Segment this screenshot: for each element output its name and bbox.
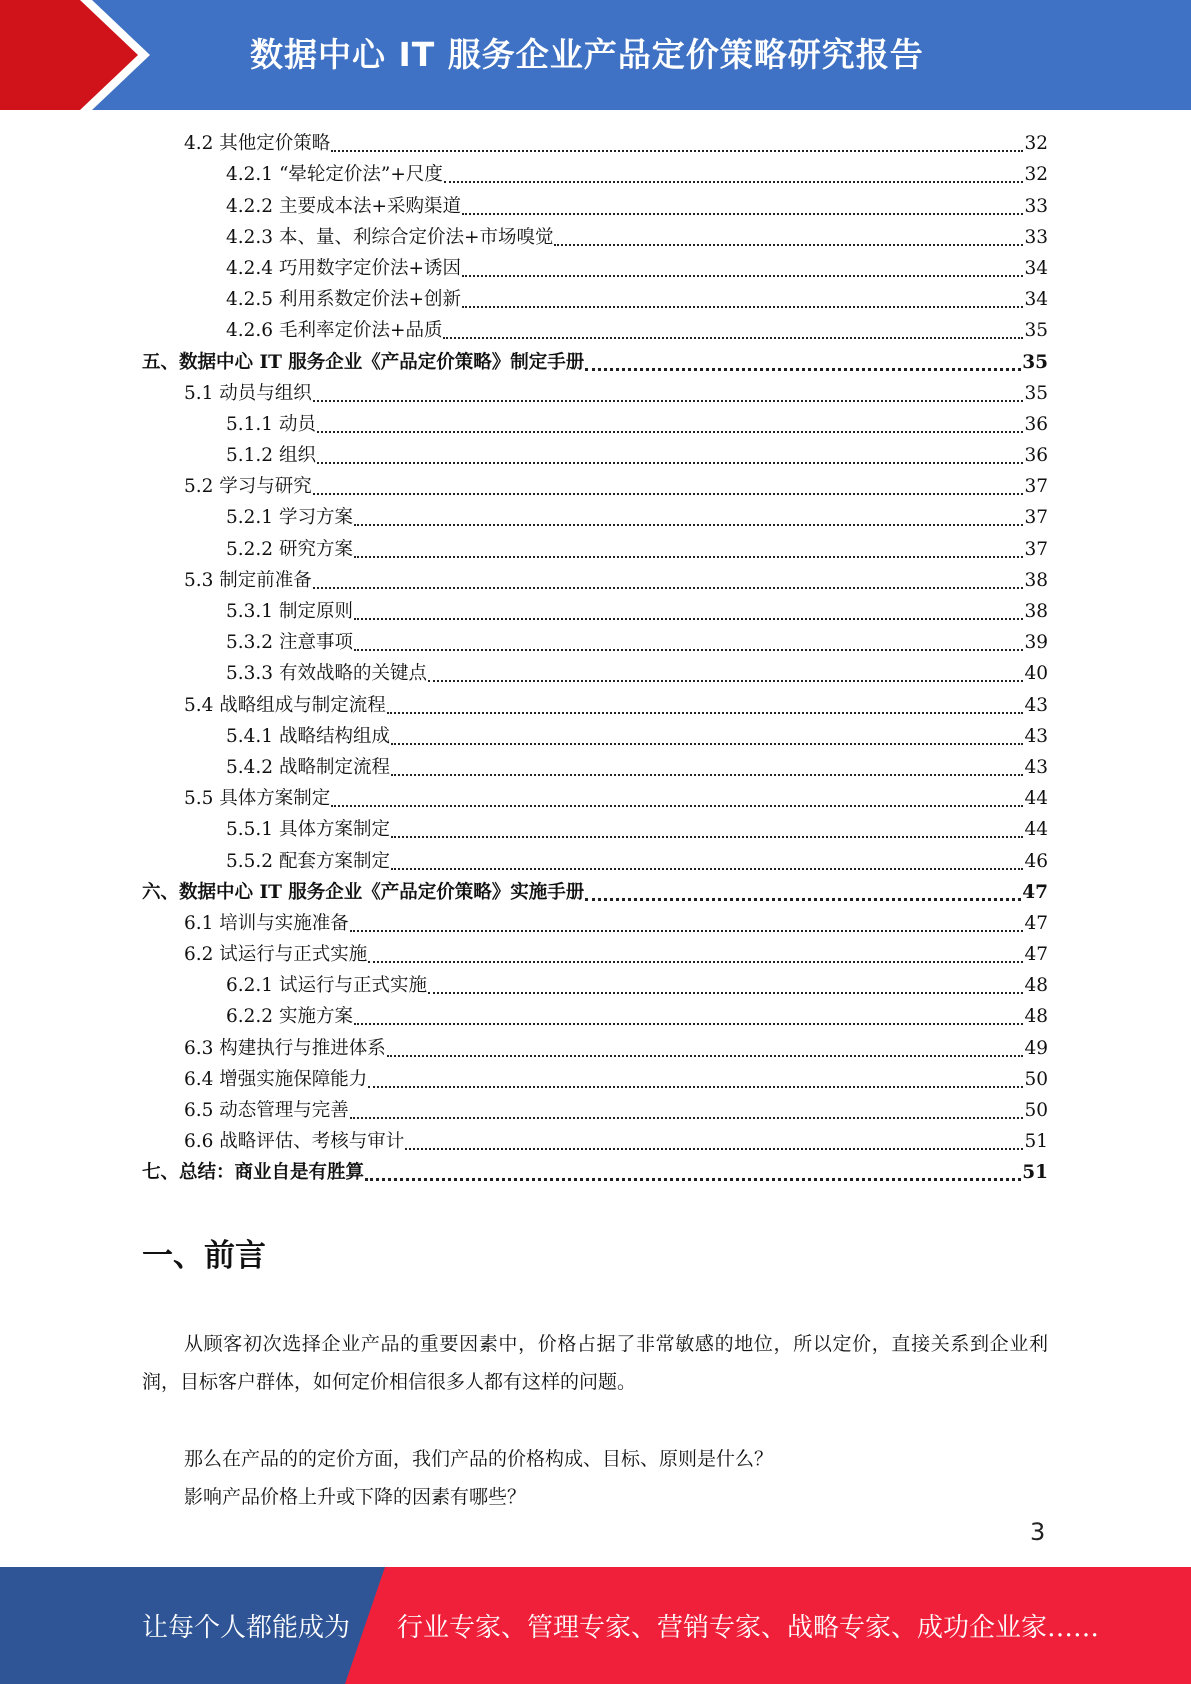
toc-entry-page-number: 38 xyxy=(1024,569,1048,591)
toc-entry-page-number: 47 xyxy=(1024,912,1048,934)
toc-entry-label: 4.2.4 巧用数字定价法+诱因 xyxy=(226,257,461,279)
toc-entry-label: 6.4 增强实施保障能力 xyxy=(184,1068,368,1090)
toc-entry[interactable] xyxy=(142,689,1048,720)
toc-entry-page-number: 37 xyxy=(1024,507,1048,529)
toc-entry-page-number: 32 xyxy=(1024,133,1048,155)
toc-dot-leader xyxy=(462,190,1023,221)
toc-entry[interactable] xyxy=(142,877,1048,908)
toc-entry-label: 5.3.3 有效战略的关键点 xyxy=(226,663,427,685)
footer-slogan-left: 让每个人都能成为 xyxy=(142,1613,351,1643)
toc-entry-label: 4.2.3 本、量、利综合定价法+市场嗅觉 xyxy=(226,226,554,248)
toc-entry-page-number: 34 xyxy=(1024,257,1048,279)
toc-entry-page-number: 43 xyxy=(1024,725,1048,747)
toc-entry[interactable] xyxy=(142,1001,1048,1032)
toc-entry-label: 5.2 学习与研究 xyxy=(184,476,312,498)
toc-entry-label: 4.2 其他定价策略 xyxy=(184,133,331,155)
toc-entry-page-number: 33 xyxy=(1024,226,1048,248)
toc-entry[interactable] xyxy=(142,970,1048,1001)
toc-entry-label: 5.5.2 配套方案制定 xyxy=(226,850,390,872)
toc-entry-page-number: 44 xyxy=(1024,788,1048,810)
toc-dot-leader xyxy=(354,502,1024,533)
toc-dot-leader xyxy=(317,440,1024,471)
toc-entry-label: 6.5 动态管理与完善 xyxy=(184,1100,349,1121)
toc-entry-page-number: 50 xyxy=(1024,1068,1048,1090)
header-chevron-decoration xyxy=(0,0,160,110)
question-line-2: 影响产品价格上升或下降的因素有哪些？ xyxy=(184,1486,527,1508)
footer-slogan-right: 行业专家、管理专家、营销专家、战略专家、成功企业家…… xyxy=(397,1613,1100,1643)
toc-entry[interactable] xyxy=(142,908,1048,939)
toc-dot-leader xyxy=(443,315,1023,346)
toc-entry[interactable] xyxy=(142,253,1048,284)
toc-dot-leader xyxy=(387,689,1024,720)
toc-dot-leader xyxy=(350,908,1024,939)
toc-entry-label: 4.2.6 毛利率定价法+品质 xyxy=(226,320,443,342)
toc-dot-leader xyxy=(368,1064,1023,1095)
footer-banner xyxy=(0,1567,1191,1684)
toc-dot-leader xyxy=(331,128,1023,159)
toc-entry[interactable] xyxy=(142,533,1048,564)
toc-entry[interactable] xyxy=(142,1095,1048,1126)
toc-entry[interactable] xyxy=(142,128,1048,159)
toc-entry-label: 5.3.2 注意事项 xyxy=(226,632,353,654)
toc-dot-leader xyxy=(585,877,1021,908)
toc-dot-leader xyxy=(317,409,1024,440)
toc-dot-leader xyxy=(313,471,1024,502)
toc-entry-label: 4.2.5 利用系数定价法+创新 xyxy=(226,289,461,311)
toc-entry[interactable] xyxy=(142,346,1048,377)
toc-dot-leader xyxy=(585,346,1021,377)
toc-entry-page-number: 32 xyxy=(1024,164,1048,186)
toc-entry-page-number: 46 xyxy=(1024,850,1048,872)
toc-entry[interactable] xyxy=(142,1032,1048,1063)
toc-dot-leader xyxy=(444,159,1024,190)
toc-dot-leader xyxy=(405,1126,1023,1157)
toc-entry-page-number: 43 xyxy=(1024,756,1048,778)
toc-entry-page-number: 48 xyxy=(1024,1006,1048,1028)
toc-entry-page-number: 35 xyxy=(1024,320,1048,342)
toc-entry-label: 5.4 战略组成与制定流程 xyxy=(184,694,386,716)
toc-dot-leader xyxy=(428,970,1023,1001)
toc-entry[interactable] xyxy=(142,658,1048,689)
toc-dot-leader xyxy=(313,378,1024,409)
toc-entry-label: 6.2.2 实施方案 xyxy=(226,1006,353,1028)
toc-entry-label: 5.3.1 制定原则 xyxy=(226,601,353,622)
toc-entry[interactable] xyxy=(142,502,1048,533)
page-number: 3 xyxy=(1030,1518,1046,1546)
toc-entry-label: 七、总结：商业自是有胜算 xyxy=(142,1162,365,1184)
toc-entry[interactable] xyxy=(142,1064,1048,1095)
toc-dot-leader xyxy=(391,814,1023,845)
toc-entry-label: 6.2 试运行与正式实施 xyxy=(184,944,368,966)
toc-entry-page-number: 36 xyxy=(1024,413,1048,435)
toc-dot-leader xyxy=(391,752,1023,783)
toc-entry-label: 5.5 具体方案制定 xyxy=(184,788,331,810)
toc-entry-page-number: 36 xyxy=(1024,445,1048,467)
toc-entry-label: 6.3 构建执行与推进体系 xyxy=(184,1037,386,1059)
toc-dot-leader xyxy=(313,565,1024,596)
toc-entry-label: 6.2.1 试运行与正式实施 xyxy=(226,975,427,997)
toc-entry-label: 5.1.2 组织 xyxy=(226,445,316,467)
toc-entry-label: 5.1.1 动员 xyxy=(226,413,316,435)
toc-dot-leader xyxy=(368,939,1023,970)
toc-entry[interactable] xyxy=(142,159,1048,190)
toc-entry-page-number: 50 xyxy=(1024,1100,1048,1121)
toc-entry-page-number: 51 xyxy=(1024,1131,1048,1153)
toc-dot-leader xyxy=(331,783,1023,814)
toc-entry-page-number: 38 xyxy=(1024,601,1048,622)
toc-entry[interactable] xyxy=(142,190,1048,221)
toc-dot-leader xyxy=(462,284,1023,315)
toc-entry[interactable] xyxy=(142,814,1048,845)
toc-entry[interactable] xyxy=(142,1157,1048,1188)
toc-dot-leader xyxy=(391,721,1023,752)
toc-entry-page-number: 47 xyxy=(1024,944,1048,966)
intro-paragraph: 从顾客初次选择企业产品的重要因素中，价格占据了非常敏感的地位，所以定价，直接关系到企业利润，目标客户群体，如何定价相信很多人都有这样的问题。 xyxy=(142,1333,1048,1393)
toc-dot-leader xyxy=(354,533,1024,564)
toc-entry-page-number: 40 xyxy=(1024,663,1048,685)
toc-entry[interactable] xyxy=(142,378,1048,409)
toc-entry-page-number: 47 xyxy=(1022,881,1048,903)
toc-entry-label: 五、数据中心 IT 服务企业《产品定价策略》制定手册 xyxy=(142,351,585,373)
toc-entry-page-number: 48 xyxy=(1024,975,1048,997)
header-banner xyxy=(0,0,1191,110)
toc-entry[interactable] xyxy=(142,939,1048,970)
section-heading: 一、前言 xyxy=(142,1238,266,1274)
document-title: 数据中心 IT 服务企业产品定价策略研究报告 xyxy=(250,35,924,74)
toc-entry[interactable] xyxy=(142,845,1048,876)
toc-entry-label: 4.2.1 “晕轮定价法”+尺度 xyxy=(226,164,443,186)
toc-entry-label: 4.2.2 主要成本法+采购渠道 xyxy=(226,195,461,217)
toc-dot-leader xyxy=(391,845,1023,876)
toc-entry-label: 5.4.2 战略制定流程 xyxy=(226,756,390,778)
toc-entry[interactable] xyxy=(142,1126,1048,1157)
toc-dot-leader xyxy=(365,1157,1021,1188)
toc-entry-label: 六、数据中心 IT 服务企业《产品定价策略》实施手册 xyxy=(142,881,585,903)
toc-entry-label: 5.2.1 学习方案 xyxy=(226,507,353,529)
toc-entry-page-number: 44 xyxy=(1024,819,1048,841)
toc-entry-label: 5.2.2 研究方案 xyxy=(226,538,353,560)
toc-entry[interactable] xyxy=(142,596,1048,627)
toc-dot-leader xyxy=(554,222,1023,253)
toc-dot-leader xyxy=(354,1001,1024,1032)
toc-entry[interactable] xyxy=(142,783,1048,814)
toc-dot-leader xyxy=(350,1095,1024,1126)
toc-entry-label: 5.1 动员与组织 xyxy=(184,382,312,404)
toc-entry-label: 5.3 制定前准备 xyxy=(184,569,312,591)
toc-entry-page-number: 37 xyxy=(1024,538,1048,560)
toc-entry-page-number: 35 xyxy=(1024,382,1048,404)
toc-entry-page-number: 33 xyxy=(1024,195,1048,217)
toc-entry[interactable] xyxy=(142,284,1048,315)
toc-entry-page-number: 51 xyxy=(1022,1162,1048,1184)
toc-entry[interactable] xyxy=(142,752,1048,783)
toc-entry[interactable] xyxy=(142,627,1048,658)
toc-entry-label: 6.1 培训与实施准备 xyxy=(184,912,349,934)
toc-entry-page-number: 39 xyxy=(1024,632,1048,654)
toc-entry[interactable] xyxy=(142,222,1048,253)
toc-dot-leader xyxy=(387,1032,1024,1063)
toc-entry-label: 5.4.1 战略结构组成 xyxy=(226,725,390,747)
toc-entry[interactable] xyxy=(142,440,1048,471)
toc-entry[interactable] xyxy=(142,471,1048,502)
toc-entry-page-number: 37 xyxy=(1024,476,1048,498)
toc-entry-label: 6.6 战略评估、考核与审计 xyxy=(184,1131,405,1153)
toc-entry[interactable] xyxy=(142,565,1048,596)
toc-entry-page-number: 34 xyxy=(1024,289,1048,311)
table-of-contents xyxy=(142,128,1048,1188)
toc-entry-page-number: 35 xyxy=(1022,351,1048,373)
toc-dot-leader xyxy=(354,596,1024,627)
toc-entry-page-number: 49 xyxy=(1024,1037,1048,1059)
question-line-1: 那么在产品的的定价方面，我们产品的价格构成、目标、原则是什么？ xyxy=(184,1448,774,1470)
toc-dot-leader xyxy=(354,627,1024,658)
toc-entry[interactable] xyxy=(142,721,1048,752)
toc-entry-page-number: 43 xyxy=(1024,694,1048,716)
toc-entry[interactable] xyxy=(142,315,1048,346)
toc-dot-leader xyxy=(428,658,1023,689)
toc-entry-label: 5.5.1 具体方案制定 xyxy=(226,819,390,841)
toc-dot-leader xyxy=(462,253,1023,284)
toc-entry[interactable] xyxy=(142,409,1048,440)
